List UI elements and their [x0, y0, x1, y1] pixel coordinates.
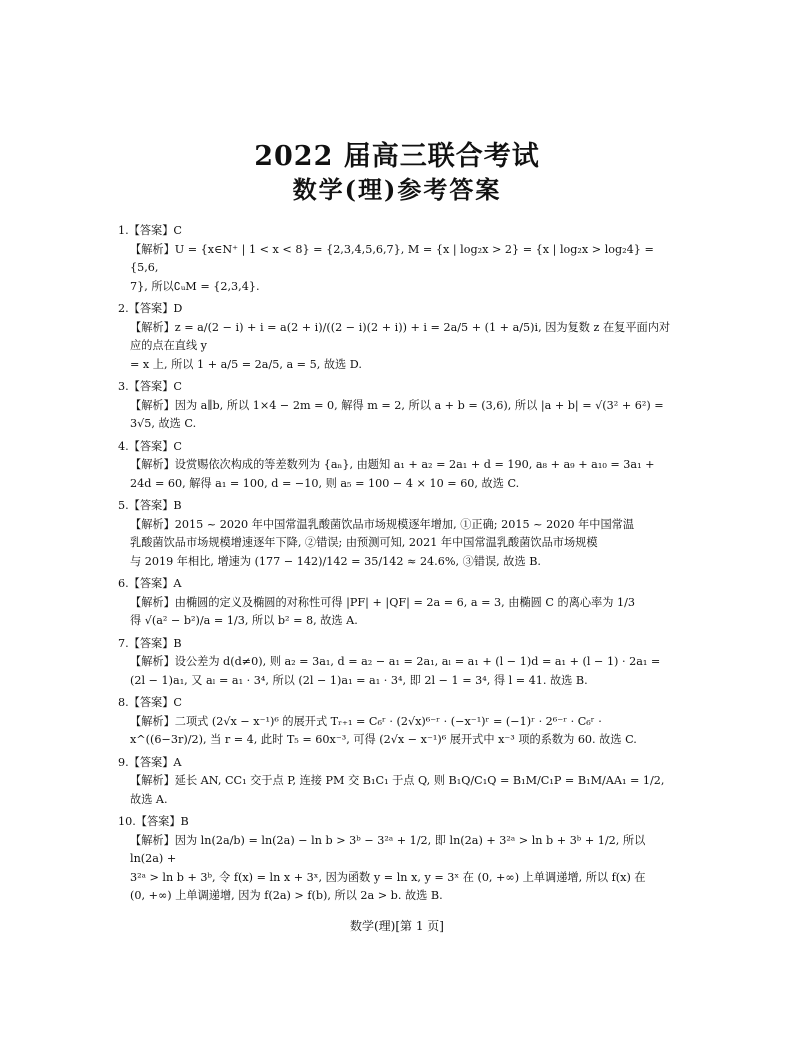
explanation [118, 772, 678, 809]
page-subtitle: 数学(理)参考答案 [292, 175, 502, 204]
explanation-line: 3√5, 故选 C. [130, 417, 197, 430]
page-footer: 数学(理)[第 1 页] [350, 919, 444, 933]
answer-label: 8.【答案】C [118, 696, 182, 709]
question-8 [118, 694, 678, 750]
answer-label: 9.【答案】A [118, 755, 182, 769]
answer-label: 4.【答案】C [118, 439, 182, 453]
question-4 [118, 438, 678, 494]
question-7 [118, 635, 678, 691]
explanation-line: 【解析】因为 a∥b, 所以 1×4 − 2m = 0, 解得 m = 2, 所以 a + b = (3,6), 所以 |a + b| = √(3² + 6²) = [130, 398, 664, 412]
answer-label: 1.【答案】C [118, 224, 182, 237]
explanation-line: (2l − 1)a₁, 又 aₗ = a₁ · 3⁴, 所以 (2l − 1)a₁ = a₁ · 3⁴, 即 2l − 1 = 3⁴, 得 l = 41. 故选 B. [130, 673, 588, 687]
explanation [118, 653, 678, 690]
question-6 [118, 575, 678, 631]
question-9 [118, 754, 678, 810]
explanation-line: 【解析】设赏赐依次构成的等差数列为 {aₙ}, 由题知 a₁ + a₂ = 2a₁ + d = 190, a₈ + a₉ + a₁₀ = 3a₁ + [130, 458, 655, 471]
explanation [118, 594, 678, 631]
answer-label: 10.【答案】B [118, 815, 189, 828]
explanation-line: 与 2019 年相比, 增速为 (177 − 142)/142 = 35/142 ≈ 24.6%, ③错误, 故选 B. [130, 554, 541, 568]
page-title: 2022 届高三联合考试 [254, 141, 540, 172]
explanation-line: 【解析】由椭圆的定义及椭圆的对称性可得 |PF| + |QF| = 2a = 6, a = 3, 由椭圆 C 的离心率为 1/3 [130, 595, 636, 609]
explanation-line: 得 √(a² − b²)/a = 1/3, 所以 b² = 8, 故选 A. [130, 614, 358, 627]
explanation-line: 【解析】因为 ln(2a/b) = ln(2a) − ln b > 3ᵇ − 3²ᵃ + 1/2, 即 ln(2a) + 3²ᵃ > ln b + 3ᵇ + 1/2, 所以 ln(2a) + [130, 833, 646, 865]
explanation-line: 【解析】二项式 (2√x − x⁻¹)⁶ 的展开式 Tᵣ₊₁ = C₆ʳ · (2√x)⁶⁻ʳ · (−x⁻¹)ʳ = (−1)ʳ · 2⁶⁻ʳ · C₆ʳ · [130, 714, 602, 728]
explanation-line: 7}, 所以∁ᵤM = {2,3,4}. [130, 279, 260, 293]
explanation-line: = x 上, 所以 1 + a/5 = 2a/5, a = 5, 故选 D. [130, 357, 362, 371]
explanation [118, 241, 678, 297]
answer-list [118, 222, 678, 910]
answer-label: 6.【答案】A [118, 577, 182, 590]
explanation [118, 832, 678, 906]
explanation [118, 397, 678, 434]
question-10 [118, 813, 678, 906]
explanation-line: (0, +∞) 上单调递增, 因为 f(2a) > f(b), 所以 2a > b. 故选 B. [130, 889, 443, 902]
explanation-line: 【解析】U = {x∈N⁺ | 1 < x < 8} = {2,3,4,5,6,7}, M = {x | log₂x > 2} = {x | log₂x > log₂4} = {5,6, [130, 242, 654, 274]
answer-label: 7.【答案】B [118, 636, 182, 650]
explanation [118, 516, 678, 572]
answer-label: 5.【答案】B [118, 499, 182, 512]
explanation-line: 乳酸菌饮品市场规模增速逐年下降, ②错误; 由预测可知, 2021 年中国常温乳酸菌饮品市场规模 [130, 536, 598, 549]
explanation-line: x^((6−3r)/2), 当 r = 4, 此时 T₅ = 60x⁻³, 可得 (2√x − x⁻¹)⁶ 展开式中 x⁻³ 项的系数为 60. 故选 C. [130, 733, 637, 746]
explanation [118, 456, 678, 493]
explanation-line: 【解析】2015 ~ 2020 年中国常温乳酸菌饮品市场规模逐年增加, ①正确; 2015 ~ 2020 年中国常温 [130, 517, 635, 531]
question-2 [118, 300, 678, 374]
question-3 [118, 378, 678, 434]
explanation-line: 【解析】设公差为 d(d≠0), 则 a₂ = 3a₁, d = a₂ − a₁ = 2a₁, aₗ = a₁ + (l − 1)d = a₁ + (l − 1) · 2a₁ = [130, 655, 661, 668]
answer-label: 3.【答案】C [118, 380, 182, 393]
explanation [118, 713, 678, 750]
explanation-line: 【解析】延长 AN, CC₁ 交于点 P, 连接 PM 交 B₁C₁ 于点 Q, 则 B₁Q/C₁Q = B₁M/C₁P = B₁M/AA₁ = 1/2, 故选 A. [130, 774, 665, 806]
question-1 [118, 222, 678, 296]
explanation-line: 3²ᵃ > ln b + 3ᵇ, 令 f(x) = ln x + 3ˣ, 因为函数 y = ln x, y = 3ˣ 在 (0, +∞) 上单调递增, 所以 f(x) 在 [130, 870, 646, 884]
explanation-line: 【解析】z = a/(2 − i) + i = a(2 + i)/((2 − i)(2 + i)) + i = 2a/5 + (1 + a/5)i, 因为复数 z 在复平面内对应的点在直线 y [130, 320, 671, 352]
answer-label: 2.【答案】D [118, 302, 183, 315]
explanation-line: 24d = 60, 解得 a₁ = 100, d = −10, 则 a₅ = 100 − 4 × 10 = 60, 故选 C. [130, 476, 520, 490]
question-5 [118, 497, 678, 571]
explanation [118, 319, 678, 375]
